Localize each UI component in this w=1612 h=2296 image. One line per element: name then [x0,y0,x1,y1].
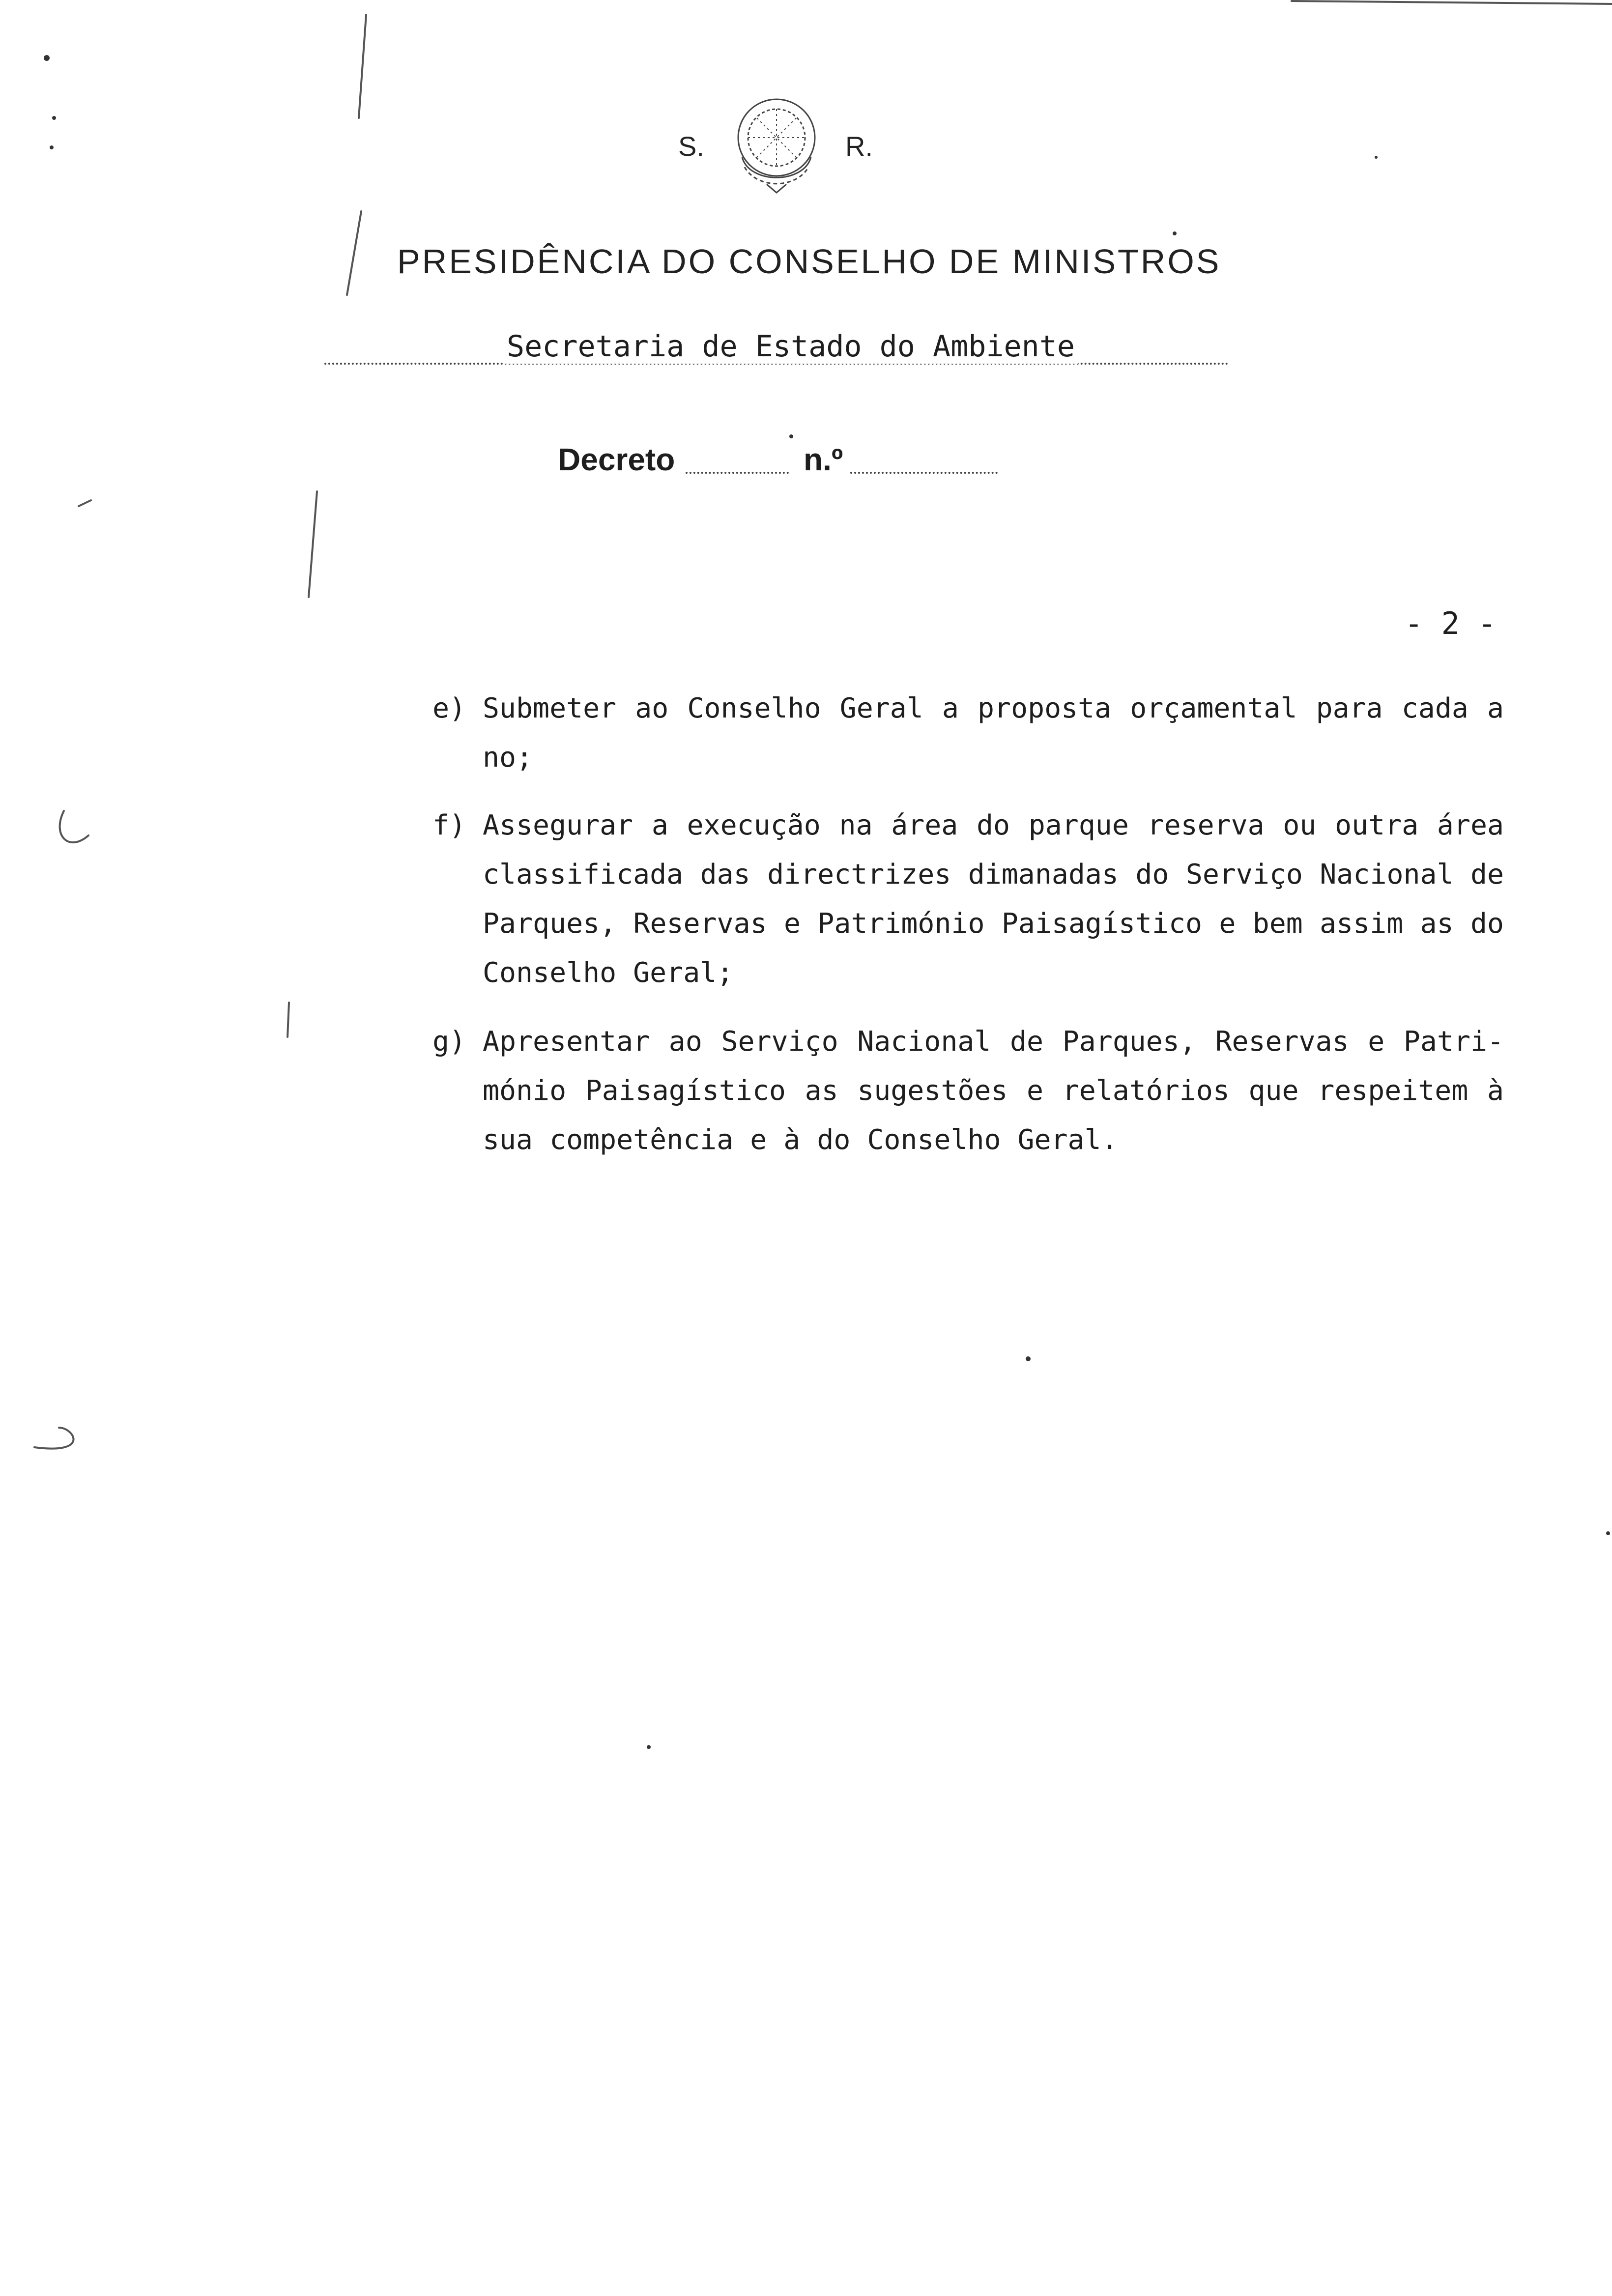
number-label: n.º [804,442,843,477]
presidency-heading: PRESIDÊNCIA DO CONSELHO DE MINISTROS [397,242,1221,281]
item-marker: e) [432,692,466,724]
item-text: Apresentar ao Serviço Nacional de Parques, Reservas e Patri- mónio Paisagístico as sugestões e relatórios que respeitem à sua competência e à do Conselho Geral. [483,1026,1504,1156]
decree-label: Decreto [558,442,675,477]
item-text: Assegurar a execução na área do parque reserva ou outra área classificada das directrizes dimanadas do Serviço Nacional de Parques, Reservas e Património Paisagístico e bem assim as do Conselho Geral; [483,809,1504,989]
letterhead-letter-r: R. [845,131,873,162]
page-number: - 2 - [1405,605,1497,641]
letterhead-emblem-row [663,84,890,201]
decree-blank [686,472,789,474]
secretariat-name: Secretaria de Estado do Ambiente [504,329,1078,364]
item-text: Submeter ao Conselho Geral a proposta orçamental para cada a no; [483,692,1504,774]
decree-line [558,441,1049,486]
coat-of-arms-seal-icon [722,84,831,197]
list-item [432,801,1504,998]
item-marker: f) [432,809,466,841]
item-marker: g) [432,1026,466,1058]
letterhead-letter-s: S. [678,131,704,162]
number-blank [850,472,998,474]
list-item [432,1017,1504,1165]
list-item [432,684,1504,782]
secretariat-line [324,329,1229,369]
